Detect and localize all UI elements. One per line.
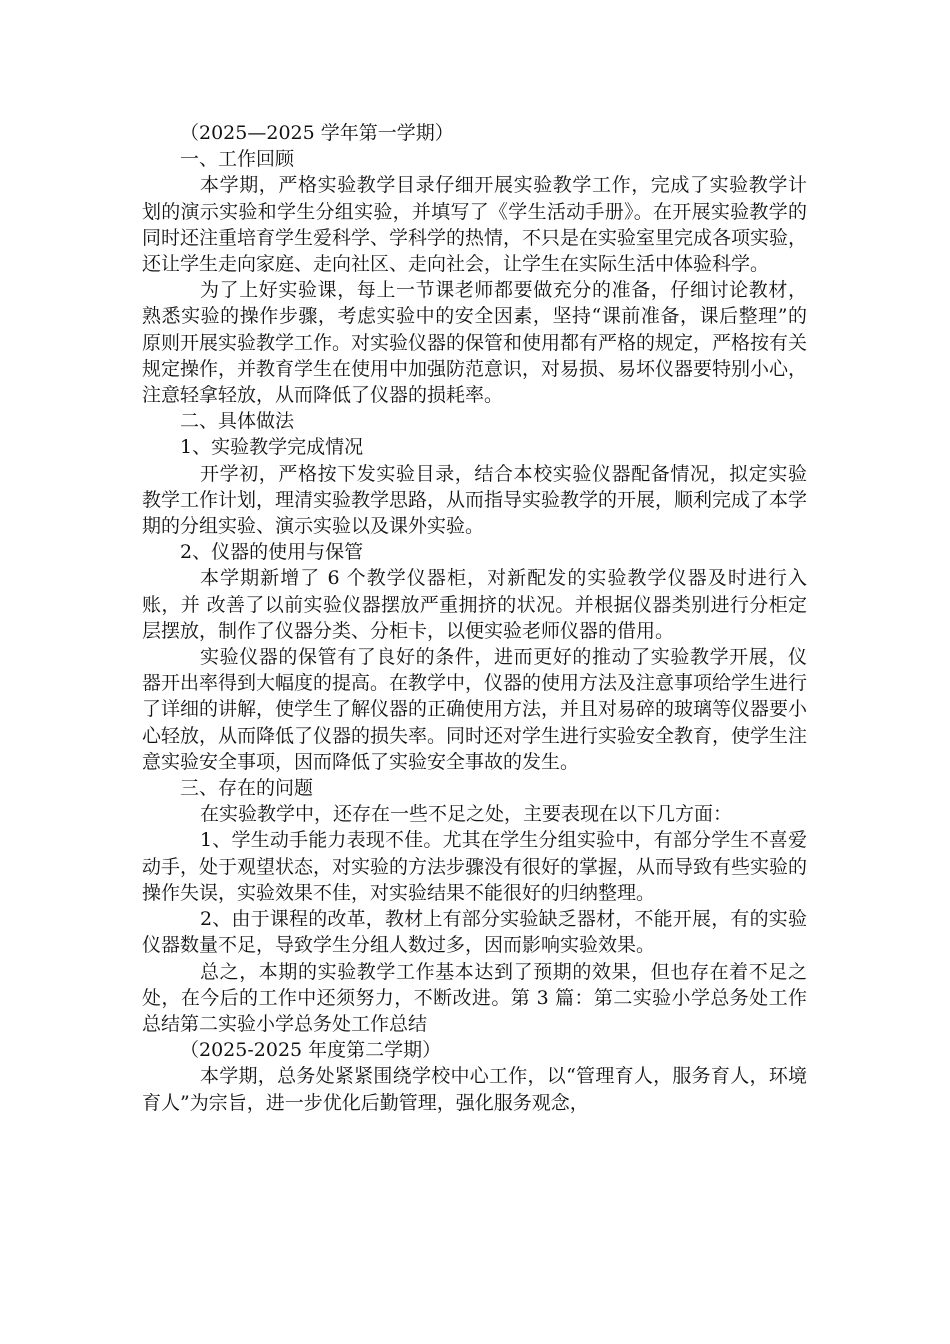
- section-heading-methods: 二、具体做法: [180, 410, 295, 433]
- paragraph: 总之，本期的实验教学工作基本达到了预期的效果，但也存在着不足之处，在今后的工作中还须努力，不断改进。第 3 篇：第二实验小学总务处工作总结第二实验小学总务处工作总结: [142, 960, 807, 1035]
- paragraph: 开学初，严格按下发实验目录，结合本校实验仪器配备情况，拟定实验教学工作计划，理清实验教学思路，从而指导实验教学的开展，顺利完成了本学期的分组实验、演示实验以及课外实验。: [142, 462, 808, 538]
- paragraph: 为了上好实验课，每上一节课老师都要做充分的准备，仔细讨论教材，熟悉实验的操作步骤，考虑实验中的安全因素，坚持“课前准备，课后整理”的原则开展实验教学工作。对实验仪器的保管和使用都有严格的规定，严格按有关规定操作，并教育学生在使用中加强防范意识，对易损、易坏仪器要特别小心，注意轻拿轻放，从而降低了仪器的损耗率。: [142, 279, 808, 407]
- section-heading-work-review: 一、工作回顾: [180, 148, 295, 171]
- paragraph: 2、由于课程的改革，教材上有部分实验缺乏器材，不能开展，有的实验仪器数量不足，导致学生分组人数过多，因而影响实验效果。: [142, 908, 807, 957]
- paragraph: 本学期，严格实验教学目录仔细开展实验教学工作，完成了实验教学计划的演示实验和学生分组实验，并填写了《学生活动手册》。在开展实验教学的同时还注重培育学生爱科学、学科学的热情，不只是在实验室里完成各项实验，还让学生走向家庭、走向社区、走向社会，让学生在实际生活中体验科学。: [142, 174, 808, 276]
- subsection-heading: 2、仪器的使用与保管: [180, 541, 364, 564]
- paragraph: 1、学生动手能力表现不佳。尤其在学生分组实验中，有部分学生不喜爱动手，处于观望状态，对实验的方法步骤没有很好的掌握，从而导致有些实验的操作失误，实验效果不佳，对实验结果不能很好的归纳整理。: [142, 829, 808, 904]
- semester-heading: （2025-2025 年度第二学期）: [180, 1039, 442, 1062]
- paragraph: 本学期新增了 6 个教学仪器柜，对新配发的实验教学仪器及时进行入账，并 改善了以前实验仪器摆放严重拥挤的状况。并根据仪器类别进行分柜定层摆放，制作了仪器分类、分柜卡，以便实验老师仪器的借用。: [142, 567, 807, 642]
- subsection-heading: 1、实验教学完成情况: [180, 436, 364, 459]
- paragraph: 本学期，总务处紧紧围绕学校中心工作，以“管理育人，服务育人，环境育人”为宗旨，进一步优化后勤管理，强化服务观念，: [142, 1065, 807, 1114]
- paragraph: 实验仪器的保管有了良好的条件，进而更好的推动了实验教学开展，仪器开出率得到大幅度的提高。在教学中，仪器的使用方法及注意事项给学生进行了详细的讲解，使学生了解仪器的正确使用方法，并且对易碎的玻璃等仪器要小心轻放，从而降低了仪器的损失率。同时还对学生进行实验安全教育，使学生注意实验安全事项，因而降低了实验安全事故的发生。: [142, 646, 808, 773]
- section-heading-problems: 三、存在的问题: [180, 777, 314, 800]
- semester-heading: （2025—2025 学年第一学期）: [180, 122, 454, 144]
- document-body: [142, 120, 807, 1116]
- paragraph: 在实验教学中，还存在一些不足之处，主要表现在以下几方面：: [200, 803, 733, 826]
